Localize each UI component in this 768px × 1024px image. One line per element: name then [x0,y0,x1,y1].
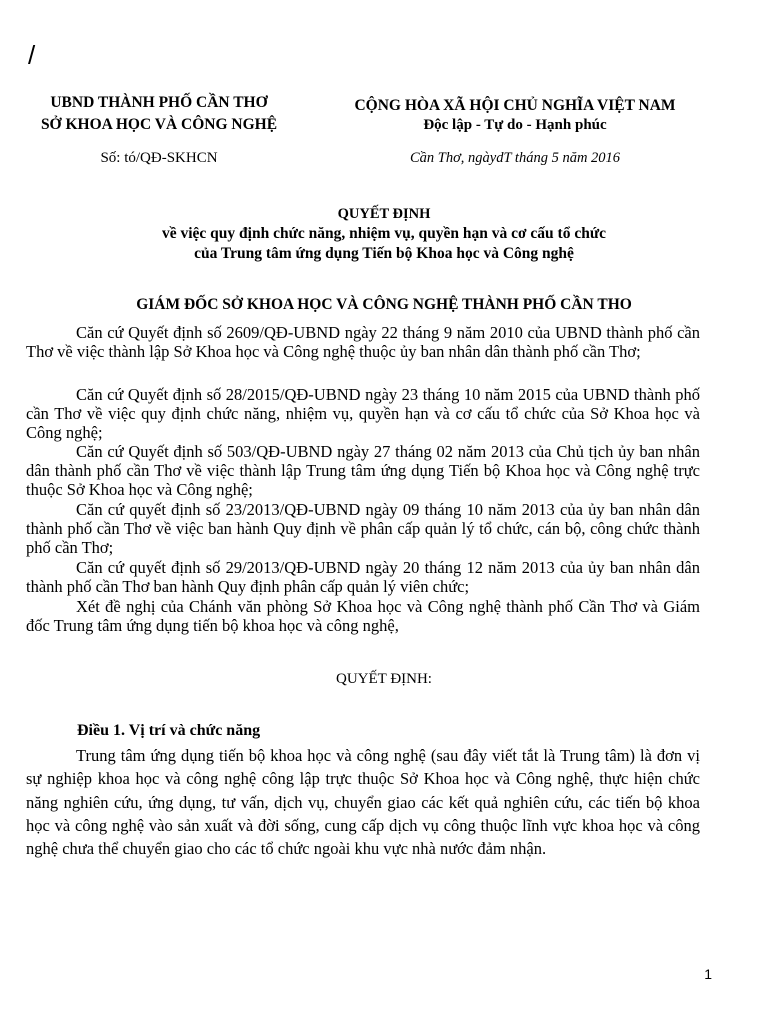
place-date: Cần Thơ, ngàydT tháng 5 năm 2016 [409,150,621,166]
nation-title: CỘNG HÒA XÃ HỘI CHỦ NGHĨA VIỆT NAM [354,97,676,114]
decision-heading: QUYẾT ĐỊNH: [336,671,432,687]
page-number: 1 [704,966,712,982]
document-subject-line-1: về việc quy định chức năng, nhiệm vụ, quyền hạn và cơ cấu tổ chức [161,225,607,242]
issuing-agency: SỞ KHOA HỌC VÀ CÔNG NGHỆ [40,116,278,133]
issuer-heading: GIÁM ĐỐC SỞ KHOA HỌC VÀ CÔNG NGHỆ THÀNH PHỐ CẦN THO [136,296,632,313]
preamble-paragraph: Căn cứ Quyết định số 2609/QĐ-UBND ngày 22 tháng 9 năm 2010 của UBND thành phố cần Thơ về việc thành lập Sở Khoa học và Công nghệ thuộc ủy ban nhân dân thành phố cần Thơ; [26,323,700,362]
preamble-paragraph: Căn cứ Quyết định số 503/QĐ-UBND ngày 27 tháng 02 năm 2013 của Chủ tịch ủy ban nhân dân thành phố cần Thơ về việc thành lập Trung tâm ứng dụng Tiến bộ Khoa học và Công nghệ trực thuộc Sở Khoa học và Công nghệ; [26,442,700,500]
document-number: Số: tó/QĐ-SKHCN [100,150,218,166]
document-subject-line-2: của Trung tâm ứng dụng Tiến bộ Khoa học và Công nghệ [194,245,574,262]
document-title: QUYẾT ĐỊNH [337,206,431,222]
article-1-text: Trung tâm ứng dụng tiến bộ khoa học và công nghệ (sau đây viết tắt là Trung tâm) là đơn vị sự nghiệp khoa học và công nghệ công lập trực thuộc Sở Khoa học và Công nghệ, thực hiện chức năng nghiên cứu, ứng dụng, tư vấn, dịch vụ, chuyển giao các kết quả nghiên cứu, các tiến bộ khoa học và công nghệ vào sản xuất và đời sống, cung cấp dịch vụ công thuộc lĩnh vực khoa học và công nghệ chưa thể chuyển giao cho các tổ chức ngoài khu vực nhà nước đảm nhận. [26,746,700,859]
preamble-paragraph: Căn cứ quyết định số 29/2013/QĐ-UBND ngày 20 tháng 12 năm 2013 của ủy ban nhân dân thành phố cần Thơ ban hành Quy định phân cấp quản lý viên chức; [26,558,700,597]
preamble-paragraph: Căn cứ Quyết định số 28/2015/QĐ-UBND ngày 23 tháng 10 năm 2015 của UBND thành phố cần Thơ về việc quy định chức năng, nhiệm vụ, quyền hạn và cơ cấu tổ chức của Sở Khoa học và Công nghệ; [26,385,700,443]
national-motto: Độc lập - Tự do - Hạnh phúc [423,117,607,133]
preamble-paragraph: Căn cứ quyết định số 23/2013/QĐ-UBND ngày 09 tháng 10 năm 2013 của ủy ban nhân dân thành phố cần Thơ về việc ban hành Quy định về phân cấp quản lý tổ chức, cán bộ, công chức thành phố cần Thơ; [26,500,700,558]
preamble-paragraph: Xét đề nghị của Chánh văn phòng Sở Khoa học và Công nghệ thành phố Cần Thơ và Giám đốc Trung tâm ứng dụng tiến bộ khoa học và công nghệ, [26,597,700,636]
handwritten-mark: / [28,40,36,70]
issuing-authority: UBND THÀNH PHỐ CẦN THƠ [50,94,268,111]
article-1-title: Điều 1. Vị trí và chức năng [77,722,261,739]
